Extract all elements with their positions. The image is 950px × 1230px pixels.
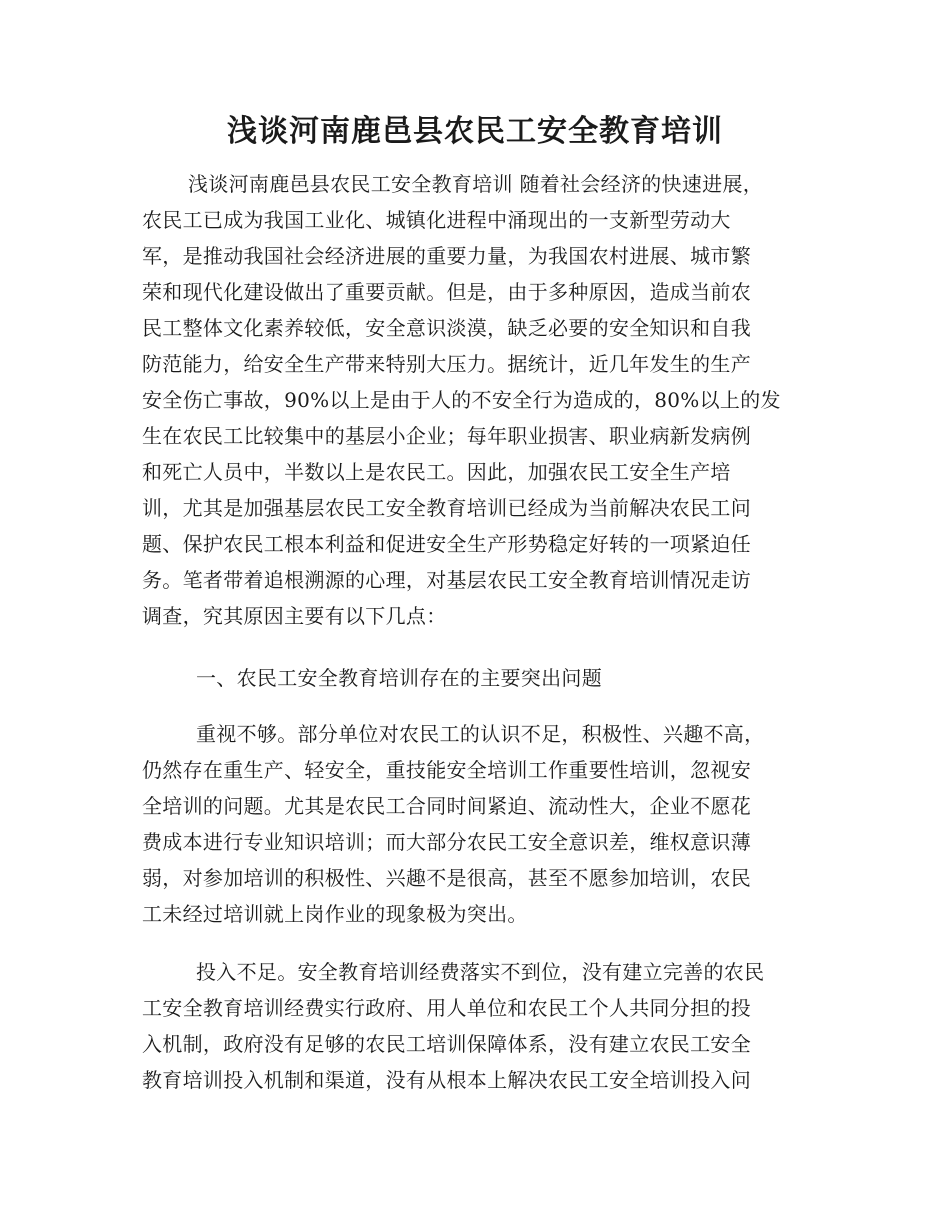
paragraph-intro — [142, 166, 812, 634]
paragraph-line: 浅谈河南鹿邑县农民工安全教育培训 随着社会经济的快速进展， — [188, 172, 764, 196]
paragraph-line: 训，尤其是加强基层农民工安全教育培训已经成为当前解决农民工问 — [142, 496, 751, 520]
document-title: 浅谈河南鹿邑县农民工安全教育培训 — [227, 114, 723, 149]
paragraph-line: 费成本进行专业知识培训；而大部分农民工安全意识差，维权意识薄 — [142, 830, 751, 854]
paragraph-line: 题、保护农民工根本利益和促进安全生产形势稳定好转的一项紧迫任 — [142, 532, 751, 556]
paragraph-line: 工安全教育培训经费实行政府、用人单位和农民工个人共同分担的投 — [142, 996, 751, 1020]
paragraph-line: 仍然存在重生产、轻安全，重技能安全培训工作重要性培训，忽视安 — [142, 758, 751, 782]
paragraph-line: 荣和现代化建设做出了重要贡献。但是，由于多种原因，造成当前农 — [142, 280, 751, 304]
paragraph-line: 民工整体文化素养较低，安全意识淡漠，缺乏必要的安全知识和自我 — [142, 316, 751, 340]
paragraph-investment — [142, 954, 812, 1098]
paragraph-line: 教育培训投入机制和渠道，没有从根本上解决农民工安全培训投入问 — [142, 1068, 751, 1092]
paragraph-line: 和死亡人员中，半数以上是农民工。因此，加强农民工安全生产培 — [142, 460, 731, 484]
paragraph-line: 全培训的问题。尤其是农民工合同时间紧迫、流动性大，企业不愿花 — [142, 794, 751, 818]
paragraph-line: 安全伤亡事故，90%以上是由于人的不安全行为造成的，80%以上的发 — [142, 388, 781, 412]
paragraph-line: 弱，对参加培训的积极性、兴趣不是很高，甚至不愿参加培训，农民 — [142, 866, 751, 890]
paragraph-line: 工未经过培训就上岗作业的现象极为突出。 — [142, 902, 528, 926]
paragraph-line: 重视不够。部分单位对农民工的认识不足，积极性、兴趣不高， — [196, 722, 765, 746]
section-heading — [142, 660, 812, 696]
paragraph-line: 调查，究其原因主要有以下几点： — [142, 604, 447, 628]
section-heading-text: 一、农民工安全教育培训存在的主要突出问题 — [196, 666, 602, 690]
paragraph-line: 务。笔者带着追根溯源的心理，对基层农民工安全教育培训情况走访 — [142, 568, 751, 592]
paragraph-attention — [142, 716, 812, 932]
paragraph-line: 防范能力，给安全生产带来特别大压力。据统计，近几年发生的生产 — [142, 352, 751, 376]
paragraph-line: 农民工已成为我国工业化、城镇化进程中涌现出的一支新型劳动大 — [142, 208, 731, 232]
paragraph-line: 投入不足。安全教育培训经费落实不到位，没有建立完善的农民 — [196, 960, 765, 984]
paragraph-line: 生在农民工比较集中的基层小企业；每年职业损害、职业病新发病例 — [142, 424, 751, 448]
paragraph-line: 军，是推动我国社会经济进展的重要力量，为我国农村进展、城市繁 — [142, 244, 751, 268]
paragraph-line: 入机制，政府没有足够的农民工培训保障体系，没有建立农民工安全 — [142, 1032, 751, 1056]
